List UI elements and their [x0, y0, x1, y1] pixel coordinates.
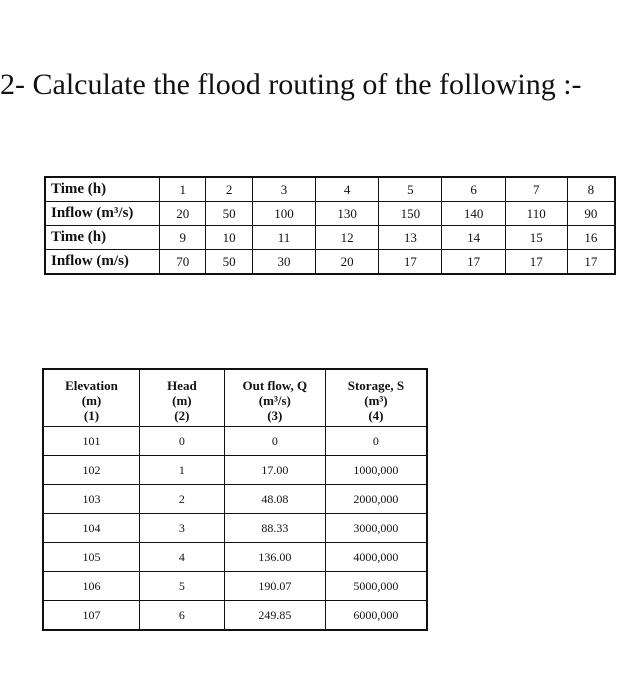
table-cell: 20 — [316, 250, 379, 275]
table-cell: 12 — [316, 226, 379, 250]
table-cell: 2 — [140, 485, 225, 514]
table-cell: 90 — [567, 202, 615, 226]
table-cell: 150 — [379, 202, 442, 226]
table-cell: 3000,000 — [325, 514, 427, 543]
table-cell: 88.33 — [224, 514, 325, 543]
table-cell: 1 — [160, 177, 206, 202]
table-cell: 50 — [206, 202, 252, 226]
table-cell: 0 — [224, 427, 325, 456]
table-cell: 50 — [206, 250, 252, 275]
table-cell: 6 — [442, 177, 505, 202]
header-unit: (m³) — [364, 393, 388, 408]
table-cell: 8 — [567, 177, 615, 202]
header-index: (3) — [267, 408, 283, 423]
header-line: Elevation — [65, 378, 118, 393]
table-cell: 5 — [140, 572, 225, 601]
table-cell: 106 — [43, 572, 140, 601]
table-row — [45, 250, 615, 275]
table-cell: 6000,000 — [325, 601, 427, 631]
header-line: Head — [167, 378, 197, 393]
table-row — [43, 601, 427, 631]
inflow-table — [44, 176, 616, 275]
header-line: Out flow, Q — [242, 378, 308, 393]
question-text: 2- Calculate the flood routing of the following :- — [0, 68, 582, 101]
table-cell: 3 — [140, 514, 225, 543]
table-cell: 130 — [316, 202, 379, 226]
table-row — [43, 514, 427, 543]
table-row — [45, 202, 615, 226]
table-cell: 10 — [206, 226, 252, 250]
table-cell: 5000,000 — [325, 572, 427, 601]
table-cell: 101 — [43, 427, 140, 456]
row-label: Time (h) — [45, 226, 160, 250]
table-cell: 190.07 — [224, 572, 325, 601]
table-cell: 2000,000 — [325, 485, 427, 514]
table-cell: 3 — [252, 177, 315, 202]
table-row — [43, 427, 427, 456]
column-header-head — [140, 369, 225, 427]
table-cell: 136.00 — [224, 543, 325, 572]
table-cell: 0 — [325, 427, 427, 456]
table-row — [43, 572, 427, 601]
table-cell: 110 — [505, 202, 567, 226]
table-cell: 5 — [379, 177, 442, 202]
row-label: Inflow (m/s) — [45, 250, 160, 275]
table-row — [43, 485, 427, 514]
table-cell: 1 — [140, 456, 225, 485]
table-cell: 30 — [252, 250, 315, 275]
table-cell: 0 — [140, 427, 225, 456]
table-row — [45, 177, 615, 202]
table-cell: 14 — [442, 226, 505, 250]
table-cell: 249.85 — [224, 601, 325, 631]
table-cell: 16 — [567, 226, 615, 250]
table-cell: 102 — [43, 456, 140, 485]
table-cell: 2 — [206, 177, 252, 202]
table-cell: 70 — [160, 250, 206, 275]
table-cell: 11 — [252, 226, 315, 250]
table-row — [43, 456, 427, 485]
row-label: Inflow (m³/s) — [45, 202, 160, 226]
header-unit: (m) — [172, 393, 192, 408]
table-cell: 17 — [379, 250, 442, 275]
column-header-elevation — [43, 369, 140, 427]
header-line: Storage, S — [347, 378, 405, 393]
column-header-storage — [325, 369, 427, 427]
table-row — [43, 543, 427, 572]
table-cell: 140 — [442, 202, 505, 226]
table-cell: 105 — [43, 543, 140, 572]
header-unit: (m) — [81, 393, 102, 408]
table-cell: 9 — [160, 226, 206, 250]
header-index: (1) — [83, 408, 100, 423]
table-cell: 48.08 — [224, 485, 325, 514]
table-cell: 13 — [379, 226, 442, 250]
row-label: Time (h) — [45, 177, 160, 202]
table-cell: 17 — [567, 250, 615, 275]
table-row — [45, 226, 615, 250]
header-index: (2) — [174, 408, 190, 423]
header-unit: (m³/s) — [258, 393, 291, 408]
table-cell: 17 — [442, 250, 505, 275]
table-cell: 4 — [140, 543, 225, 572]
table-cell: 20 — [160, 202, 206, 226]
table-cell: 15 — [505, 226, 567, 250]
table-cell: 103 — [43, 485, 140, 514]
table-cell: 104 — [43, 514, 140, 543]
header-index: (4) — [368, 408, 384, 423]
table-cell: 1000,000 — [325, 456, 427, 485]
table-cell: 17 — [505, 250, 567, 275]
column-header-outflow — [224, 369, 325, 427]
table-cell: 4000,000 — [325, 543, 427, 572]
header-row — [43, 369, 427, 427]
table-cell: 17.00 — [224, 456, 325, 485]
table-cell: 100 — [252, 202, 315, 226]
table-cell: 6 — [140, 601, 225, 631]
table-cell: 4 — [316, 177, 379, 202]
storage-table — [42, 368, 428, 631]
table-cell: 7 — [505, 177, 567, 202]
table-cell: 107 — [43, 601, 140, 631]
